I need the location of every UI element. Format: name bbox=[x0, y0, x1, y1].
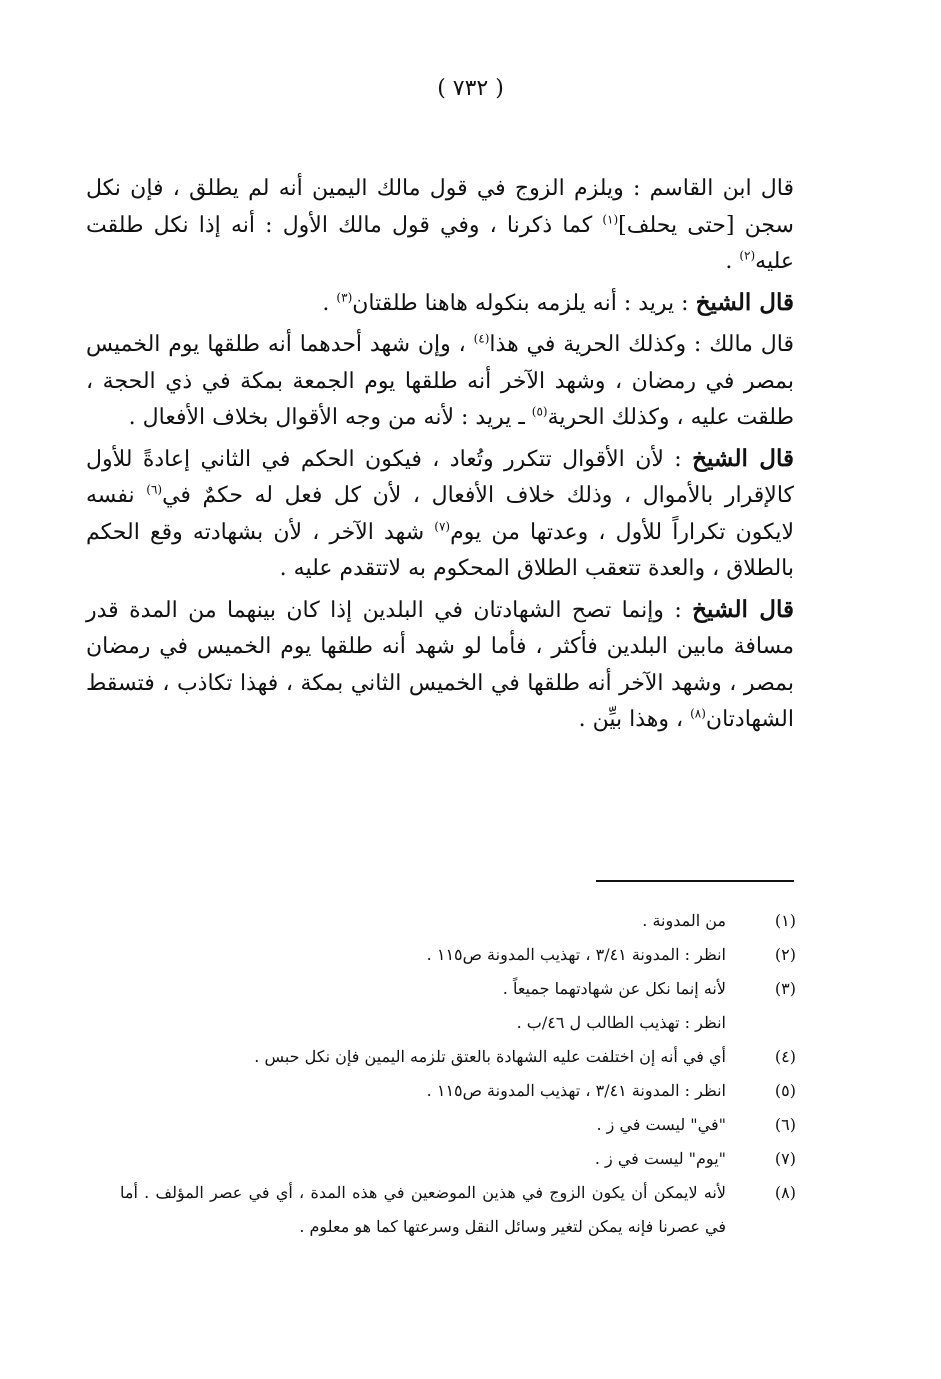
footnote-text: انظر : المدونة ٣/٤١ ، تهذيب المدونة ص١١٥ . bbox=[426, 1081, 726, 1100]
paragraph-text: ـ يريد : لأنه من وجه الأقوال بخلاف الأفعال . bbox=[128, 405, 532, 430]
paragraph bbox=[86, 441, 794, 588]
footnote-marker: (٣) bbox=[336, 290, 353, 305]
footnote bbox=[120, 1006, 796, 1040]
footnote bbox=[120, 904, 796, 938]
paragraph-text: ، وهذا بيِّن . bbox=[578, 707, 691, 732]
footnote-text: انظر : المدونة ٣/٤١ ، تهذيب المدونة ص١١٥ . bbox=[426, 945, 726, 964]
paragraph-text: . bbox=[322, 290, 337, 316]
paragraph-text: شهد الآخر ، لأن بشهادته وقع الحكم بالطلاق ، والعدة تتعقب الطلاق المحكوم به لاتتقدم عليه . bbox=[86, 519, 794, 581]
footnote-marker: (١) bbox=[602, 212, 619, 227]
footnote-number: (٤) bbox=[774, 1047, 796, 1066]
paragraph-text: . bbox=[725, 249, 740, 274]
paragraph bbox=[86, 285, 794, 323]
footnote-number: (٧) bbox=[774, 1149, 796, 1168]
footnote-text: انظر : تهذيب الطالب ل ٤٦/ب . bbox=[516, 1013, 726, 1032]
footnote-marker: (٦) bbox=[146, 482, 163, 497]
paragraph bbox=[86, 170, 794, 281]
footnote-text: لأنه لايمكن أن يكون الزوج في هذين الموضعين في هذه المدة ، أي في عصر المؤلف . أما في عصرنا فإنه يمكن لتغير وسائل النقل وسرعتها كما هو معلوم . bbox=[120, 1183, 726, 1236]
footnote-number: (٦) bbox=[774, 1115, 796, 1134]
paragraph bbox=[86, 592, 794, 739]
page-number: ( ٧٣٢ ) bbox=[437, 76, 504, 101]
footnote-number: (١) bbox=[774, 911, 796, 930]
footnote bbox=[120, 1108, 796, 1142]
footnote-number: (٢) bbox=[774, 945, 796, 964]
paragraph-text: : يريد : أنه يلزمه بنكوله هاهنا طلقتان bbox=[352, 290, 696, 316]
footnote-number: (٣) bbox=[774, 979, 796, 998]
footnote-number: (٨) bbox=[774, 1183, 796, 1202]
footnote-text: "في" ليست في ز . bbox=[596, 1115, 726, 1134]
paragraph-lead: قال الشيخ bbox=[695, 288, 794, 316]
paragraph-text: نفسه لايكون تكراراً للأول ، وعدتها من يوم bbox=[86, 483, 794, 545]
footnote-marker: (٥) bbox=[531, 404, 548, 419]
paragraph-lead: قال الشيخ bbox=[692, 595, 794, 623]
footnotes bbox=[120, 904, 796, 1244]
footnote-marker: (٤) bbox=[473, 331, 490, 346]
footnote bbox=[120, 1040, 796, 1074]
footnote bbox=[120, 1074, 796, 1108]
footnote-number: (٥) bbox=[774, 1081, 796, 1100]
footnote bbox=[120, 972, 796, 1006]
footnote-divider bbox=[596, 880, 794, 882]
footnote-marker: (٢) bbox=[739, 248, 756, 263]
paragraph-text: كما ذكرنا ، وفي قول مالك الأول : أنه إذا نكل طلقت عليه bbox=[86, 212, 794, 274]
footnote-text: "يوم" ليست في ز . bbox=[594, 1149, 726, 1168]
footnote-text: أي في أنه إن اختلفت عليه الشهادة بالعتق تلزمه اليمين فإن نكل حبس . bbox=[254, 1047, 726, 1066]
paragraph-text: قال ابن القاسم : ويلزم الزوج في قول مالك اليمين أنه لم يطلق ، فإن نكل سجن [حتى يحلف] bbox=[86, 176, 794, 238]
paragraph-lead: قال الشيخ bbox=[692, 444, 794, 472]
main-text bbox=[86, 170, 794, 743]
footnote-text: من المدونة . bbox=[642, 911, 726, 930]
footnote bbox=[120, 1142, 796, 1176]
paragraph-text: : وإنما تصح الشهادتان في البلدين إذا كان بينهما من المدة قدر مسافة مابين البلدين فأكثر ، فأما لو شهد أنه طلقها يوم الخميس في رمضان بمصر ، وشهد الآخر أنه طلقها في الخميس الثاني بمكة ، فهذا تكاذب ، فتسقط الشهادتان bbox=[86, 597, 794, 732]
paragraph-text: قال مالك : وكذلك الحرية في هذا bbox=[489, 332, 794, 357]
paragraph-text: ، وإن شهد أحدهما أنه طلقها يوم الخميس بمصر في رمضان ، وشهد الآخر أنه طلقها يوم الجمعة بمكة في ذي الحجة ، طلقت عليه ، وكذلك الحرية bbox=[86, 332, 794, 430]
paragraph-text: : لأن الأقوال تتكرر وتُعاد ، فيكون الحكم في الثاني إعادةً للأول كالإقرار بالأموال ، وذلك خلاف الأفعال ، لأن كل فعل له حكمٌ في bbox=[86, 446, 795, 508]
footnote-marker: (٨) bbox=[690, 706, 706, 721]
footnote-marker: (٧) bbox=[434, 519, 451, 534]
footnote bbox=[120, 938, 796, 972]
footnote-text: لأنه إنما نكل عن شهادتهما جميعاً . bbox=[502, 979, 726, 998]
footnote bbox=[120, 1176, 796, 1244]
paragraph bbox=[86, 326, 794, 437]
